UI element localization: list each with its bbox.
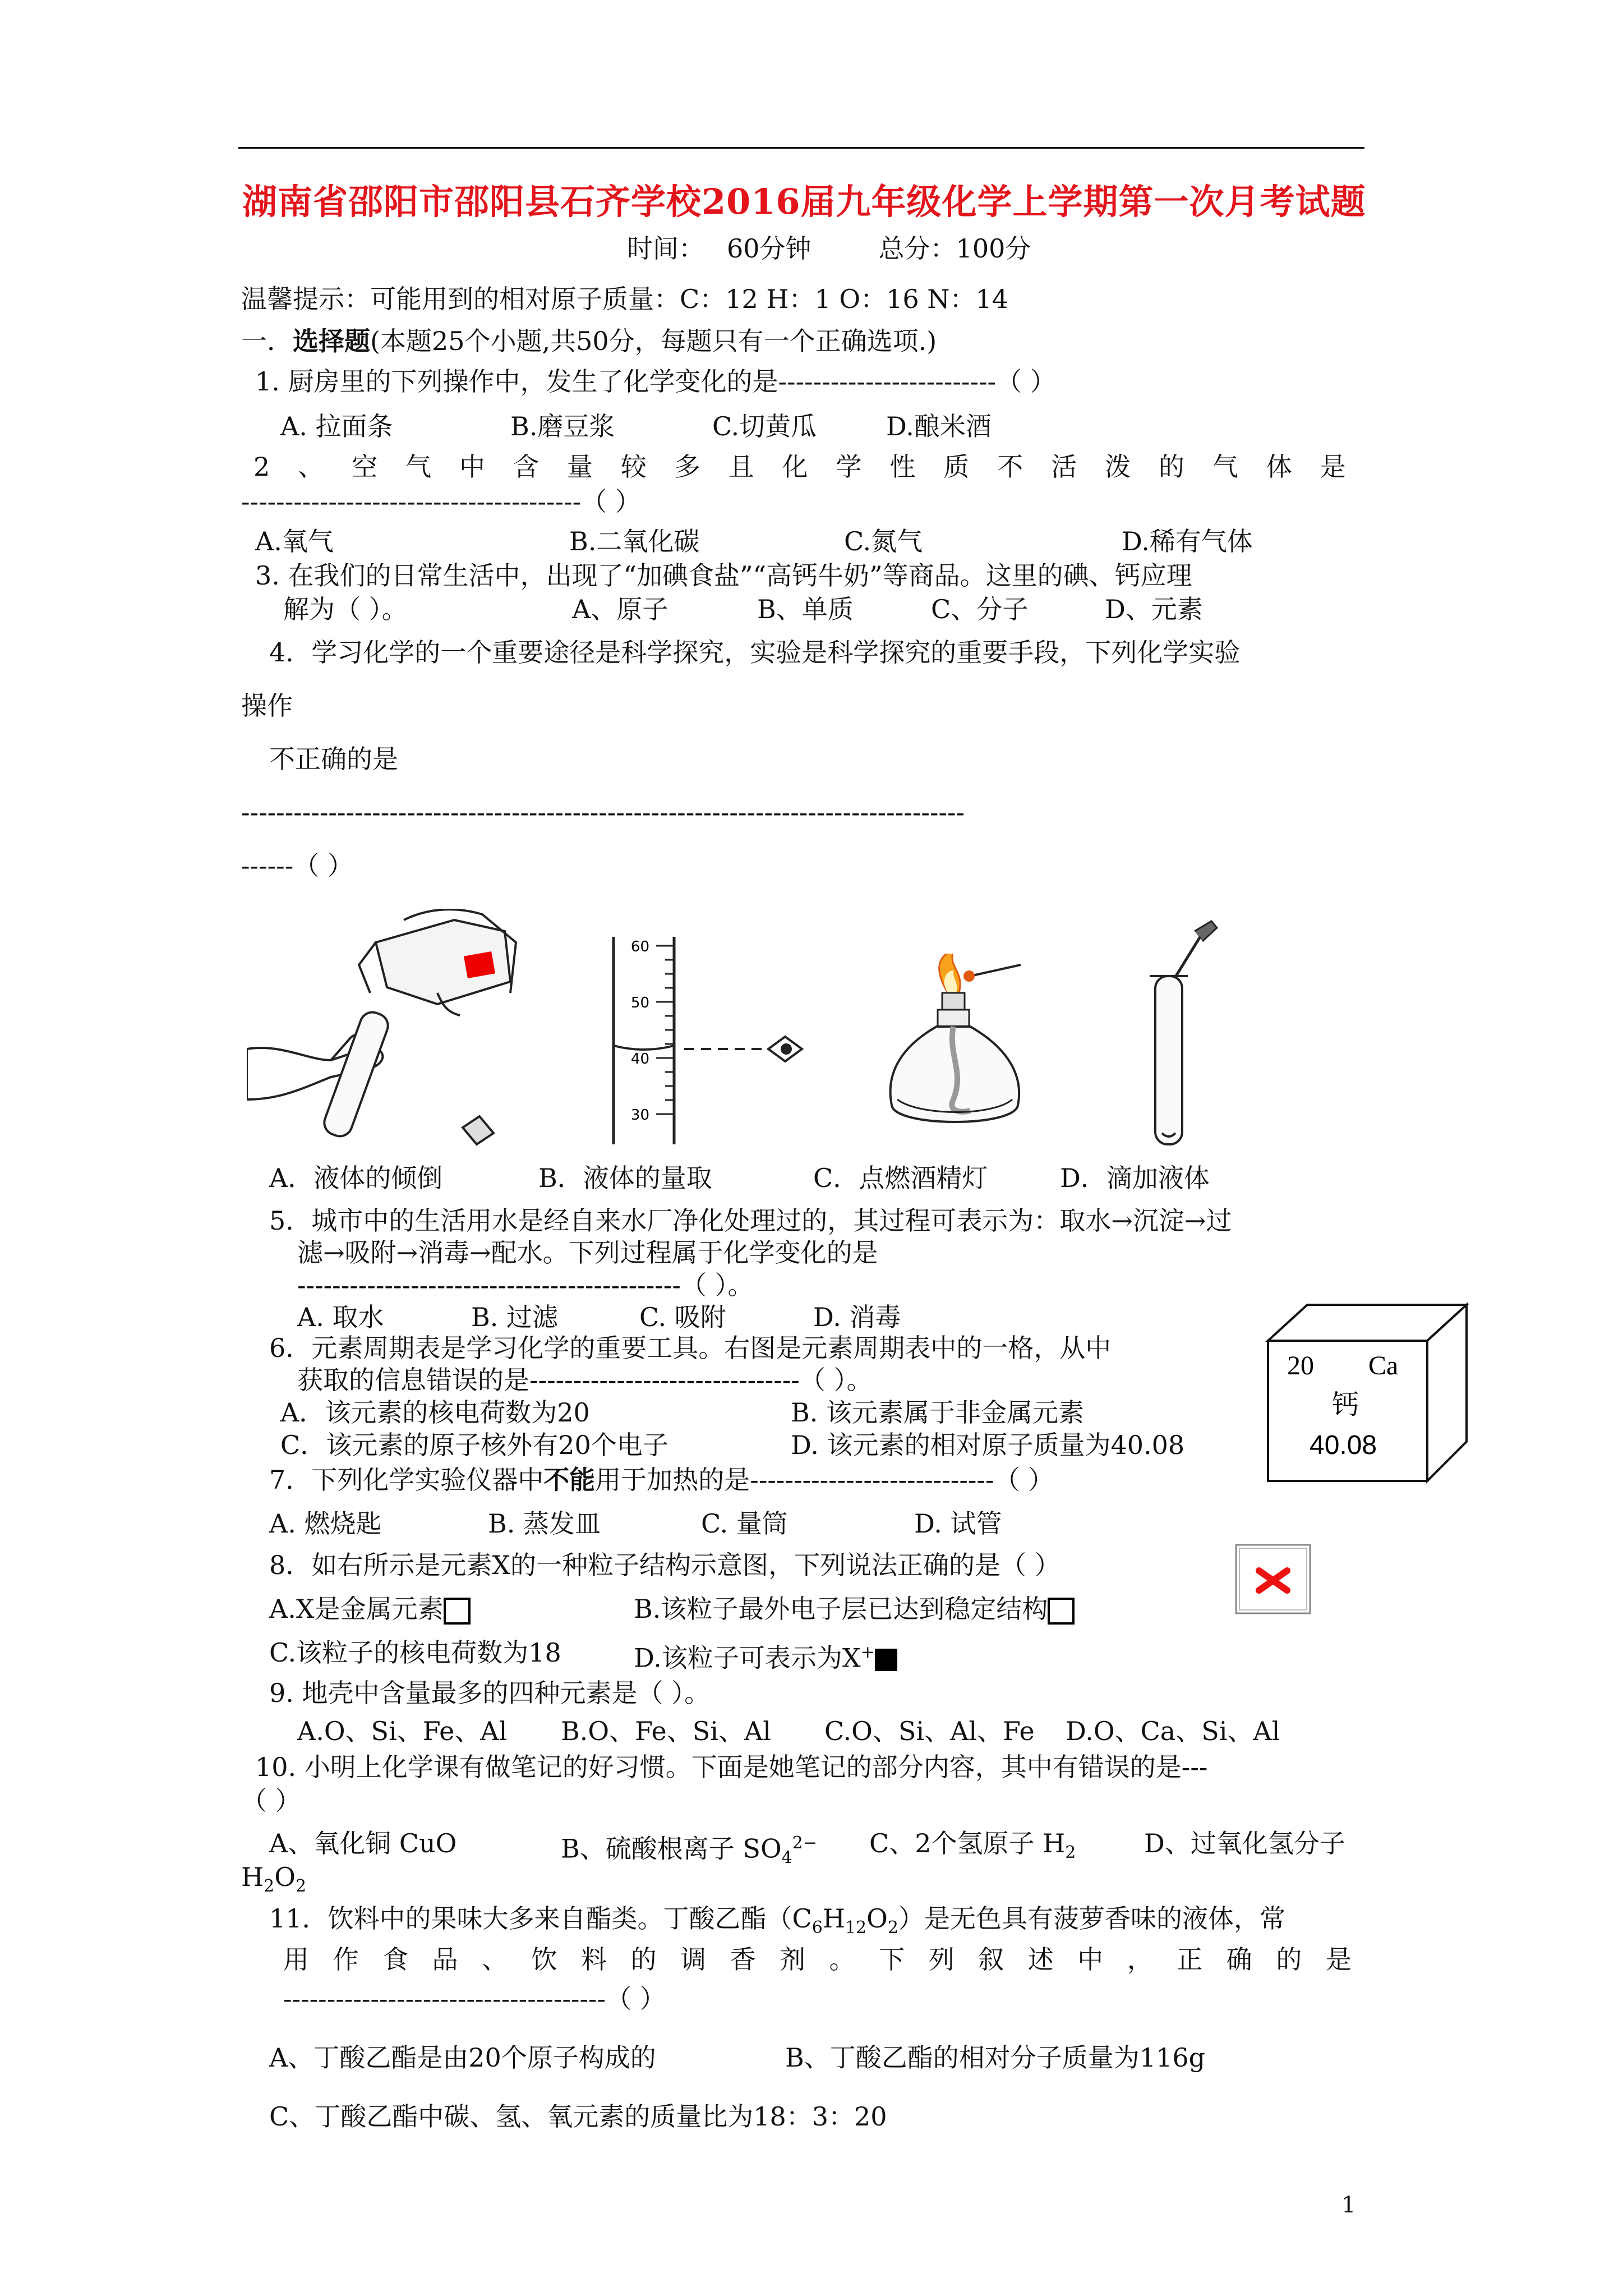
q4-dash1: ----------------------------------------------------------------------------------- (241, 797, 965, 827)
q1-option-d: D.酿米酒 (886, 411, 992, 441)
q8-option-b: B.该粒子最外电子层已达到稳定结构 (634, 1593, 1075, 1625)
q8-option-a: A.X是金属元素 (269, 1593, 471, 1625)
q5-option-c: C. 吸附 (639, 1302, 726, 1332)
element-number: 20 (1287, 1351, 1314, 1381)
cylinder-scale-50: 50 (630, 995, 649, 1011)
time-line: 时间： 60分钟 总分：100分 (627, 233, 1031, 264)
q2-option-c: C.氮气 (844, 526, 923, 556)
q5-line1: 5．城市中的生活用水是经自来水厂净化处理过的，其过程可表示为：取水→沉淀→过 (269, 1205, 1232, 1236)
q6-line2: 获取的信息错误的是-------------------------------（ ）。 (297, 1365, 873, 1395)
alcohol-lamp-figure (886, 954, 1032, 1150)
element-mass: 40.08 (1310, 1430, 1377, 1460)
q7-option-c: C. 量筒 (701, 1508, 788, 1539)
q11-option-b: B、丁酸乙酯的相对分子质量为116g (785, 2042, 1206, 2073)
q6-option-c: C．该元素的原子核外有20个电子 (280, 1430, 668, 1460)
q4-option-d: D．滴加液体 (1060, 1163, 1210, 1193)
q8-stem: 8．如右所示是元素X的一种粒子结构示意图，下列说法正确的是（ ） (269, 1550, 1061, 1580)
q3-option-c: C、分子 (931, 594, 1029, 624)
q6-line1: 6．元素周期表是学习化学的重要工具。右图是元素周期表中的一格，从中 (269, 1333, 1112, 1363)
q4-dash2: ------（ ） (241, 850, 353, 881)
q4-option-c: C．点燃酒精灯 (813, 1163, 988, 1193)
q11-option-a: A、丁酸乙酯是由20个原子构成的 (269, 2042, 656, 2073)
q2-dashes: ---------------------------------------（ ） (241, 486, 641, 517)
periodic-table-cell (1265, 1301, 1472, 1487)
q1-option-c: C.切黄瓜 (712, 411, 817, 441)
q7-option-b: B. 蒸发皿 (488, 1508, 601, 1539)
cylinder-scale-40: 40 (630, 1051, 649, 1068)
q1-option-a: A. 拉面条 (280, 411, 393, 441)
q10-option-a: A、氧化铜 CuO (269, 1828, 457, 1858)
element-symbol: Ca (1368, 1351, 1399, 1381)
q3-option-a: A、原子 (572, 594, 668, 624)
q3-option-b: B、单质 (757, 594, 854, 624)
checkbox-icon (444, 1598, 471, 1625)
graduated-cylinder-figure (606, 931, 813, 1150)
q3-option-d: D、元素 (1105, 594, 1203, 624)
q6-option-a: A．该元素的核电荷数为20 (280, 1397, 590, 1428)
q10-option-b: B、硫酸根离子 $SO_4^{2-}$ (561, 1833, 817, 1868)
q8-option-c: C.该粒子的核电荷数为18 (269, 1637, 561, 1668)
q9-stem: 9. 地壳中含量最多的四种元素是（ ）。 (269, 1678, 711, 1708)
q1-stem: 1. 厨房里的下列操作中，发生了化学变化的是-------------------------（ ） (255, 366, 1056, 397)
q10-stem: 10. 小明上化学课有做笔记的好习惯。下面是她笔记的部分内容，其中有错误的是--- (255, 1752, 1208, 1782)
q4-line3: 不正确的是 (269, 744, 398, 774)
q5-line2: 滤→吸附→消毒→配水。下列过程属于化学变化的是 (297, 1237, 878, 1268)
q1-option-b: B.磨豆浆 (510, 411, 615, 441)
q6-option-d: D. 该元素的相对原子质量为40.08 (791, 1430, 1185, 1460)
filled-square-icon (875, 1649, 897, 1671)
q2-option-a: A.氧气 (255, 526, 334, 556)
header-rule (238, 147, 1364, 149)
q3-line2: 解为（ ）。 (283, 594, 408, 624)
atomic-mass-tip: 温馨提示：可能用到的相对原子质量：C：12 H：1 O：16 N：14 (241, 284, 1009, 314)
q8-option-d: D.该粒子可表示为X+ (634, 1637, 897, 1673)
q2-stem: 2 、 空 气 中 含 量 较 多 且 化 学 性 质 不 活 泼 的 气 体 是 (253, 452, 1346, 482)
q10-option-d: D、过氧化氢分子 (1144, 1828, 1345, 1858)
q9-option-b: B.O、Fe、Si、Al (561, 1716, 771, 1746)
q11-line1: 11．饮料中的果味大多来自酯类。丁酸乙酯$(C_6H_{12}O_2)$是无色具有菠萝香味的液体，常 (269, 1903, 1285, 1938)
cylinder-scale-60: 60 (630, 938, 649, 955)
pouring-liquid-figure (247, 909, 527, 1150)
q6-option-b: B. 该元素属于非金属元素 (791, 1397, 1085, 1428)
q9-option-d: D.O、Ca、Si、Al (1066, 1716, 1280, 1746)
q5-option-a: A. 取水 (297, 1302, 384, 1332)
page-number: 1 (1341, 2192, 1356, 2218)
q7-stem: 7．下列化学实验仪器中不能用于加热的是----------------------------（ ） (269, 1465, 1054, 1495)
q10-paren: （ ） (241, 1786, 301, 1816)
q11-option-c: C、丁酸乙酯中碳、氢、氧元素的质量比为18：3：20 (269, 2101, 887, 2132)
broken-image-icon (1234, 1543, 1312, 1616)
q11-line2: 用 作 食 品 、 饮 料 的 调 香 剂 。 下 列 叙 述 中 ， 正 确 的 是 (283, 1944, 1352, 1975)
q3-line1: 3. 在我们的日常生活中，出现了“加碘食盐”“高钙牛奶”等商品。这里的碘、钙应理 (255, 560, 1192, 591)
element-name: 钙 (1332, 1389, 1359, 1420)
q5-option-b: B. 过滤 (471, 1302, 559, 1332)
q7-option-d: D. 试管 (914, 1508, 1002, 1539)
q10-option-c: C、2个氢原子 $H_2$ (869, 1828, 1076, 1863)
q11-line3: -------------------------------------（ ） (283, 1984, 666, 2014)
q4-line1: 4．学习化学的一个重要途径是科学探究，实验是科学探究的重要手段，下列化学实验 (269, 637, 1241, 668)
checkbox-icon (1048, 1598, 1075, 1625)
cylinder-scale-30: 30 (630, 1107, 649, 1124)
q9-option-a: A.O、Si、Fe、Al (297, 1716, 508, 1746)
page-title: 湖南省邵阳市邵阳县石齐学校2016届九年级化学上学期第一次月考试题 (242, 181, 1366, 222)
q7-option-a: A. 燃烧匙 (269, 1508, 382, 1539)
q2-option-b: B.二氧化碳 (569, 526, 700, 556)
q5-line3: --------------------------------------------（ ）。 (297, 1270, 754, 1300)
section-heading: 一．选择题(本题25个小题,共50分，每题只有一个正确选项.) (241, 326, 937, 356)
q4-option-a: A．液体的倾倒 (269, 1163, 443, 1193)
q4-option-b: B．液体的量取 (538, 1163, 712, 1193)
q10-option-d-formula: $H_2O_2$ (241, 1862, 307, 1897)
dropper-test-tube-figure (1133, 920, 1223, 1150)
q9-option-c: C.O、Si、Al、Fe (824, 1716, 1035, 1746)
q5-option-d: D. 消毒 (813, 1302, 901, 1332)
q4-line2: 操作 (241, 691, 293, 721)
q2-option-d: D.稀有气体 (1122, 526, 1253, 556)
